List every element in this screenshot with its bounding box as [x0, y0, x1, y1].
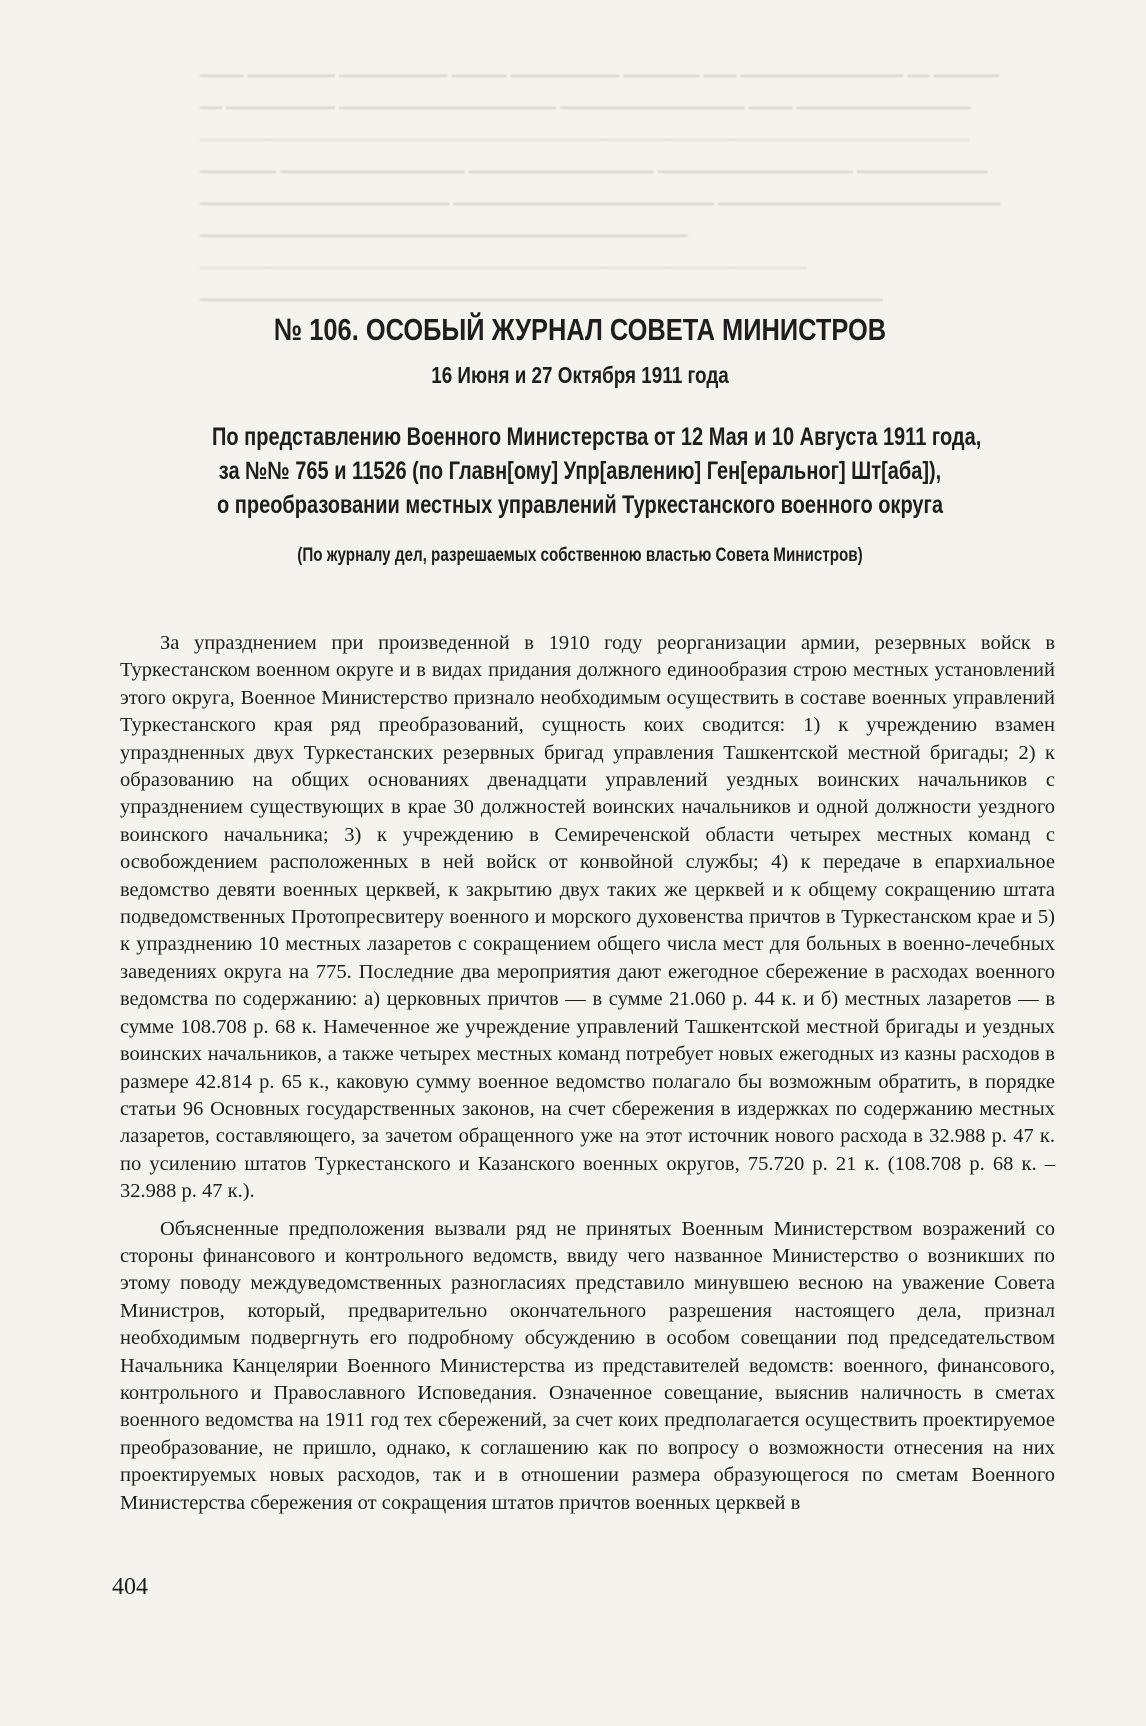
paragraph: За упразднением при произведенной в 1910 году реорганизации армии, резервных войск в Туркестанском военном округе и в видах придания должного единообразия строю местных установлений этого округа, Военное Министерство признало необходимым осуществить в составе военных управлений Туркестанского края ряд преобразований, сущность коих сводится: 1) к учреждению взамен упраздненных двух Туркестанских резервных бригад управления Ташкентской местной бригады; 2) к образованию на общих основаниях двенадцати управлений уездных воинских начальников с упразднением существующих в крае 30 должностей воинских начальников и одной должности уездного воинского начальника; 3) к учреждению в Семиреченской области четырех местных команд с освобождением расположенных в ней войск от конвойной службы; 4) к передаче в епархиальное ведомство девяти военных церквей, к закрытию двух таких же церквей и к общему сокращению штата подведомственных Протопресвитеру военного и морского духовенства причтов в Туркестанском крае и 5) к упразднению 10 местных лазаретов с сокращением общего числа мест для больных в военно-лечебных заведениях округа на 775. Последние два мероприятия дают ежегодное сбережение в расходах военного ведомства по содержанию: а) церковных причтов — в сумме 21.060 р. 44 к. и б) местных лазаретов — в сумме 108.708 р. 68 к. Намеченное же учреждение управлений Ташкентской местной бригады и уездных воинских начальников, а также четырех местных команд потребует новых ежегодных из казны расходов в размере 42.814 р. 65 к., каковую сумму военное ведомство полагало бы возможным обратить, в порядке статьи 96 Основных государственных законов, на счет сбережения в издержках по содержанию местных лазаретов, составляющего, за зачетом обращенного уже на этот источник нового расхода в 32.988 р. 47 к. по усилению штатов Туркестанского и Казанского военных округов, 75.720 р. 21 к. (108.708 р. 68 к. – 32.988 р. 47 к.). — [120, 632, 1055, 1203]
paragraph: Объясненные предположения вызвали ряд не принятых Военным Министерством возражений со стороны финансового и контрольного ведомств, ввиду чего названное Министерство о возникших по этому поводу междуведомственных разногласиях представило минувшею весною на уважение Совета Министров, который, предварительно окончательного разрешения настоящего дела, признал необходимым подвергнуть его подробному обсуждению в особом совещании под председательством Начальника Канцелярии Военного Министерства из представителей ведомств: военного, финансового, контрольного и Православного Исповедания. Означенное совещание, выяснив наличность в сметах военного ведомства на 1911 год тех сбережений, за счет коих предполагается осуществить проектируемое преобразование, не пришло, однако, к соглашению как по вопросу о возможности отнесения на них проектируемых новых расходов, так и в отношении размера образующегося по сметам Военного Министерства сбережения от сокращения штатов причтов военных церквей в — [120, 1217, 1055, 1514]
document-date: 16 Июня и 27 Октября 1911 года — [431, 362, 729, 388]
body-text — [120, 630, 1055, 1527]
document-title: № 106. ОСОБЫЙ ЖУРНАЛ СОВЕТА МИНИСТРОВ — [273, 312, 887, 347]
bleed-through-text: ━━━━ ━━━━━━━━ ━━━━━━━━━━ ━━━━━ ━━━━━━━━━━ ━━━━━━━ ━━━ ━━━━━━━━━━━━━━━ ━━ ━━━━━━ ━━ ━━━━━━━━━━ ━━━━━━━━━━━━━━━━━━━━ ━━━━━━━━━━━━━━━━━ ━━━━ ━━━━━━━━━━━━━━━━ ━━━━━━━━━━━━━━━━━━━━━━━━━━━━━━━━━━━━━━━━━━━━━━━━━━━━━━━━━━━━━━━━━━━━━━━ ━━━━━━━ ━━━━━━━━━━━━━━━━━ ━━━━━━━━━━━━━━━━━ ━━━━━━━━━━━━━━━━━━ ━━━━━━━━━━━━ ━━━━━━━━━━━━━━━━━━━━━━━ ━━━━━━━━━━━━━━━━━━━━━━━━ ━━━━━━━━━━━━━━━━━━━━━━━━━━ ━━━━━━━━━━━━━━━━━━━━━━━━━━━━━━━━━━━━━━━━━━━━━ ━━━━━━━━━━━━━━━━━━━━━━━━━━━━━━━━━━━━━━━━━━━━━━━━━━━━━━━━ ━━━━━━━━━━━━━━━━━━━━━━━━━━━━━━━━━━━━━━━━━━━━━━━━━━━━━━━━━━━━━━━ — [200, 66, 1001, 310]
document-subject — [212, 420, 982, 522]
subject-line: По представлению Военного Министерства от 12 Мая и 10 Августа 1911 года, — [212, 423, 982, 451]
journal-note: (По журналу дел, разрешаемых собственною властью Совета Министров) — [297, 545, 863, 566]
subject-line: о преобразовании местных управлений Туркестанского военного округа — [217, 491, 943, 519]
subject-line: за №№ 765 и 11526 (по Главн[ому] Упр[авлению] Ген[еральног] Шт[аба]), — [218, 457, 942, 485]
page-number: 404 — [112, 1574, 148, 1600]
